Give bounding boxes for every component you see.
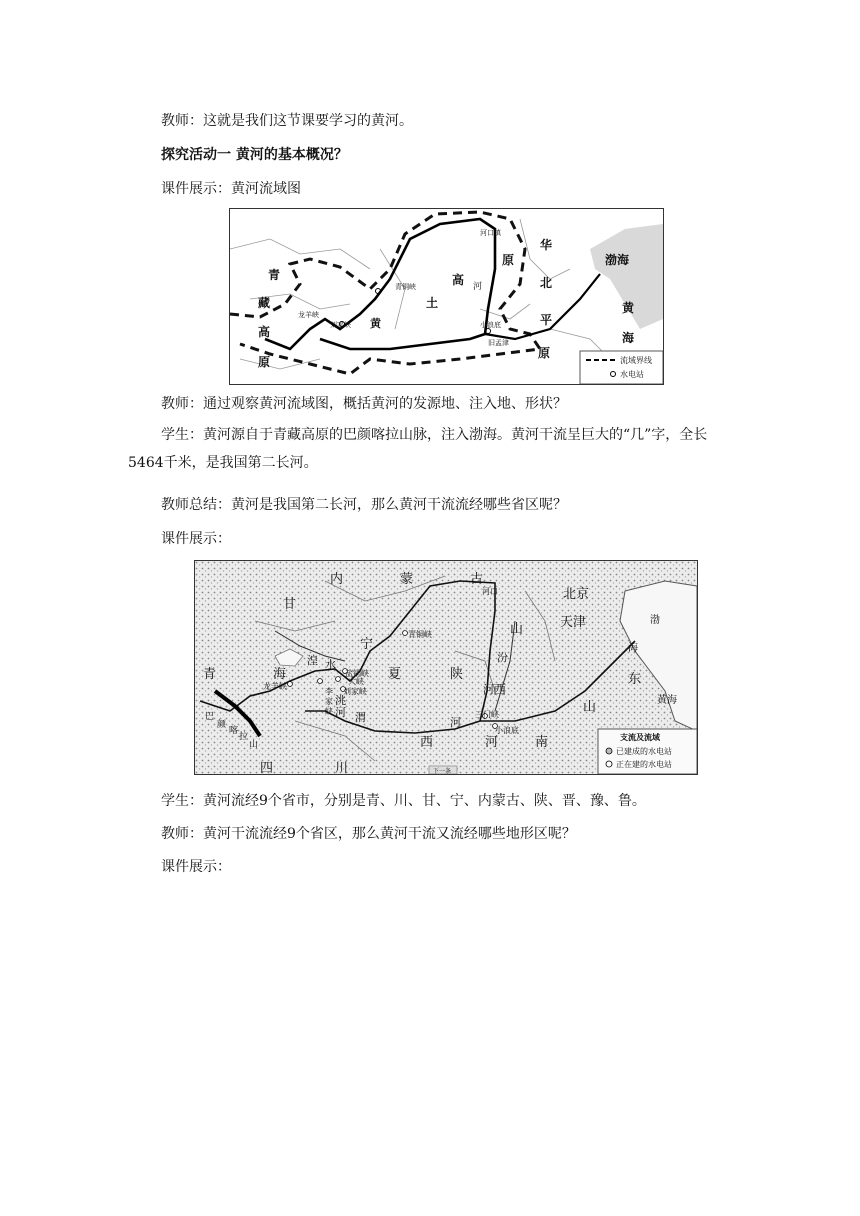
legend-building: 正在建的水电站 [616, 760, 672, 769]
prov-chuan: 川 [335, 761, 349, 774]
sea-hai: 海 [628, 643, 638, 654]
river-he: 河 [473, 282, 483, 292]
place-liujiaxia: 刘家峡 [330, 321, 351, 329]
prov-nei: 内 [330, 572, 344, 587]
prov-shandong-b: 东 [628, 672, 642, 687]
place-longyangxia: 龙羊峡 [298, 311, 319, 319]
region-tugao: 高 [452, 273, 465, 287]
bayan-e: 山 [249, 740, 259, 750]
legend-title: 支流及流域 [620, 733, 660, 742]
prov-shanxi-a: 山 [510, 622, 524, 637]
yellow-river-provinces-map [194, 560, 698, 775]
river-he: 河 [335, 706, 346, 719]
river-fen: 汾 [497, 651, 508, 664]
city-tianjin: 天津 [560, 615, 587, 630]
prov-xi: 西 [420, 735, 434, 750]
region-zang: 藏 [258, 296, 271, 310]
river-huang: 黄 [370, 317, 381, 330]
place-daxia: 大峡 [348, 677, 364, 686]
prov-shandong-a: 山 [583, 700, 597, 715]
place-hekou: 河口 [482, 587, 498, 596]
place-lijia-a: 李 [325, 687, 333, 696]
region-yuan: 原 [258, 355, 271, 369]
region-ping: 平 [540, 313, 553, 327]
prov-gan: 甘 [283, 597, 297, 612]
para-10: 课件展示： [161, 859, 231, 875]
sea-hai: 海 [622, 331, 635, 345]
city-beijing: 北京 [563, 587, 590, 602]
prov-henan-b: 南 [535, 735, 549, 750]
place-xiaolangdi: 小浪底 [495, 726, 519, 735]
river-tao: 洮 [335, 694, 346, 707]
place-qingtongxia: 青铜峡 [395, 283, 416, 291]
region-hua: 华 [540, 238, 553, 252]
bayan-d: 拉 [239, 732, 249, 742]
sea-huanghai: 黄海 [657, 695, 677, 706]
para-1: 教师：这就是我们这节课要学习的黄河。 [161, 113, 413, 129]
yellow-river-basin-map [229, 208, 664, 385]
prov-shan2: 西 [493, 683, 507, 698]
place-yanguoxia: 盐锅峡 [345, 669, 369, 678]
river-he2: 河 [450, 716, 461, 729]
bayan-a: 巴 [205, 712, 215, 722]
prov-shan: 陕 [450, 667, 464, 682]
region-tu: 土 [426, 296, 439, 310]
next-slide-label: 下一条 [433, 768, 452, 774]
bayan-b: 颜 [217, 720, 227, 730]
para-5: 学生：黄河源自于青藏高原的巴颜喀拉山脉，注入渤海。黄河干流呈巨大的“几”字，全长5464千米，是我国第二长河。 [128, 427, 708, 471]
section-heading: 探究活动一 黄河的基本概况？ [161, 147, 348, 163]
place-hekouzhen: 河口镇 [480, 229, 501, 237]
river-huang: 湟 [307, 654, 318, 667]
para-3: 课件展示：黄河流域图 [161, 181, 301, 197]
region-gao: 高 [258, 325, 271, 339]
place-lijia-c: 峡 [325, 707, 333, 716]
para-9: 教师：黄河干流流经9个省区，那么黄河干流又流经哪些地形区呢？ [161, 826, 576, 842]
legend-boundary: 流域界线 [620, 356, 652, 365]
region-yuan2: 原 [538, 346, 551, 360]
prov-gu: 古 [470, 572, 484, 587]
region-bei: 北 [540, 276, 553, 290]
prov-qing: 青 [203, 667, 217, 682]
legend-station: 水电站 [620, 370, 644, 379]
place-jiumengjin: 旧孟津 [488, 339, 509, 347]
place-qingtongxia: 青铜峡 [408, 630, 432, 639]
prov-he: 河 [485, 735, 499, 750]
sea-huang: 黄 [622, 301, 635, 315]
para-6: 教师总结：黄河是我国第二长河，那么黄河干流流经哪些省区呢？ [161, 497, 567, 513]
place-sanmenxia: 三门峡 [475, 710, 499, 719]
place-longyangxia: 龙羊峡 [263, 682, 287, 691]
sea-bo: 渤 [650, 615, 660, 626]
prov-hai: 海 [273, 667, 287, 682]
para-4: 教师：通过观察黄河流域图，概括黄河的发源地、注入地、形状？ [161, 396, 567, 412]
place-xiaolangdi: 小浪底 [480, 321, 501, 329]
sea-bohai: 渤海 [605, 253, 630, 267]
place-lijia-b: 家 [325, 697, 333, 706]
place-liujiaxia: 刘家峡 [343, 687, 367, 696]
river-wei: 渭 [355, 711, 366, 724]
prov-xia: 夏 [388, 667, 402, 682]
prov-si: 四 [260, 761, 274, 774]
bayan-c: 喀 [229, 726, 239, 736]
region-yuan3: 原 [502, 253, 515, 267]
region-qing: 青 [268, 268, 281, 282]
river-shui: 水 [325, 658, 336, 671]
prov-ning: 宁 [360, 637, 374, 652]
prov-meng: 蒙 [400, 572, 414, 587]
legend-built: 已建成的水电站 [616, 747, 672, 756]
para-7: 课件展示： [161, 531, 231, 547]
para-8: 学生：黄河流经9个省市，分别是青、川、甘、宁、内蒙古、陕、晋、豫、鲁。 [161, 793, 646, 809]
river-he3: 河 [483, 683, 494, 696]
